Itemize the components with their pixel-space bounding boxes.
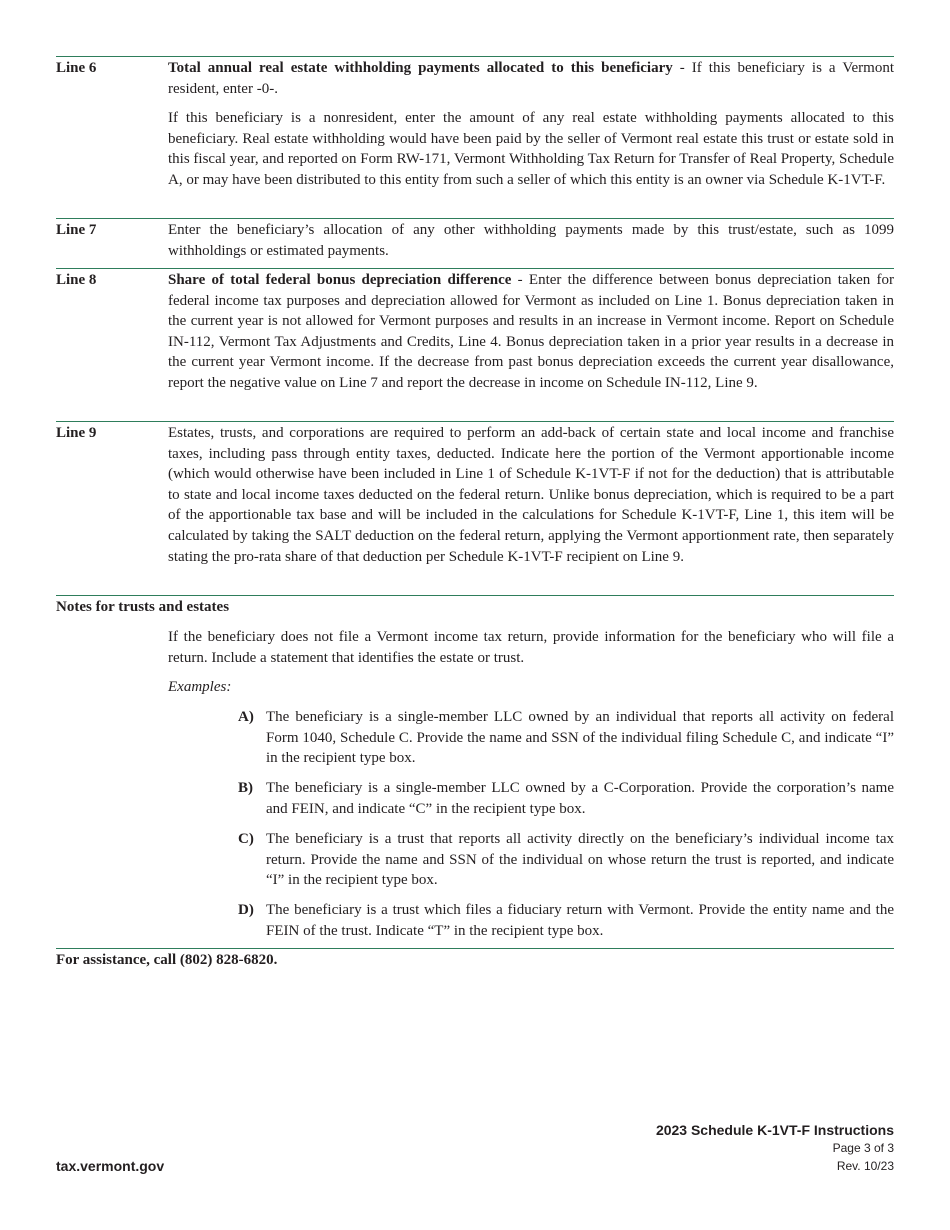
- notes-intro: If the beneficiary does not file a Vermont income tax return, provide information for the beneficiary who will file a return. Include a statement that identifies the estate or trust.: [168, 629, 894, 666]
- divider-line-7: [56, 218, 894, 219]
- line-6-paragraph-2: If this beneficiary is a nonresident, enter the amount of any real estate withholding payments allocated to this beneficiary. Real estate withholding would have been paid by the seller of Vermont real estate this trust or estate sold in this fiscal year, and reported on Form RW-171, Vermont Withholding Tax Return for Transfer of Real Property, Schedule A, or may have been distributed to this entity from such a seller of which this entity is an owner via Schedule K-1VT-F.: [168, 110, 894, 188]
- example-b-letter: B): [238, 780, 253, 796]
- line-8-paragraph: [168, 270, 894, 394]
- line-6-label: Line 6: [56, 60, 97, 76]
- line-8-text: - Enter the difference between bonus depreciation taken for federal income tax purposes and depreciation allowed for Vermont as included on Line 1. Bonus depreciation taken in the current year is not allowed for Vermont purposes and results in an increase in Vermont income. Report on Schedule IN-112, Vermont Tax Adjustments and Credits, Line 4. Bonus depreciation taken in a prior year results in a decrease in the current year Vermont income. If the decrease from past bonus depreciation exceeds the current year disallowance, report the negative value on Line 7 and report the decrease in income on Schedule IN-112, Line 9.: [168, 272, 894, 391]
- line-9-paragraph: Estates, trusts, and corporations are required to perform an add-back of certain state and local income and franchise taxes, including pass through entity taxes, deducted. Indicate here the portion of the Vermont apportionable income (which would otherwise have been included in Line 1 of Schedule K-1VT-F if not for the deduction) that is attributable to state and local income taxes deducted on the federal return. Unlike bonus depreciation, which is required to be a part of the apportionable tax base and will be included in the calculations for Schedule K-1VT-F, Line 1, this item will be calculated by taking the SALT deduction on the federal return, applying the Vermont apportionment rate, then separately stating the pro-rata share of that deduction per Schedule K-1VT-F recipient on Line 9.: [168, 425, 894, 565]
- line-8-title: Share of total federal bonus depreciation difference: [168, 272, 512, 288]
- line-7-label: Line 7: [56, 222, 97, 238]
- example-b-text: The beneficiary is a single-member LLC owned by a C-Corporation. Provide the corporation’s name and FEIN, and indicate “C” in the recipient type box.: [266, 780, 894, 817]
- footer-doc-title: 2023 Schedule K-1VT-F Instructions: [655, 1122, 894, 1138]
- notes-heading: Notes for trusts and estates: [56, 599, 230, 615]
- divider-assistance: [56, 948, 894, 949]
- divider-line-6: [56, 56, 894, 57]
- example-c-letter: C): [238, 831, 254, 847]
- line-6-paragraph-1: [168, 58, 894, 99]
- line-6-intro: - If this beneficiary is a Vermont resident, enter -0-.: [168, 60, 894, 97]
- divider-notes: [56, 595, 894, 596]
- example-c-text: The beneficiary is a trust that reports all activity directly on the beneficiary’s individual income tax return. Provide the name and SSN of the individual on whose return the trust is reported, and indicate “I” in the recipient type box.: [266, 831, 894, 889]
- line-6-title: Total annual real estate withholding payments allocated to this beneficiary: [168, 60, 673, 76]
- example-d-letter: D): [238, 902, 254, 918]
- line-8-label: Line 8: [56, 272, 97, 288]
- footer-page-number: Page 3 of 3: [832, 1141, 894, 1155]
- divider-line-8: [56, 268, 894, 269]
- footer-revision: Rev. 10/23: [836, 1159, 894, 1173]
- assistance-line: For assistance, call (802) 828-6820.: [56, 952, 278, 968]
- examples-label: Examples:: [168, 679, 232, 695]
- example-a-letter: A): [238, 709, 254, 725]
- line-7-paragraph: Enter the beneficiary’s allocation of any other withholding payments made by this trust/estate, such as 1099 withholdings or estimated payments.: [168, 222, 894, 259]
- example-d-text: The beneficiary is a trust which files a fiduciary return with Vermont. Provide the entity name and the FEIN of the trust. Indicate “T” in the recipient type box.: [266, 902, 894, 939]
- footer-website[interactable]: tax.vermont.gov: [56, 1158, 165, 1174]
- divider-line-9: [56, 421, 894, 422]
- line-9-label: Line 9: [56, 425, 97, 441]
- example-a-text: The beneficiary is a single-member LLC owned by an individual that reports all activity on federal Form 1040, Schedule C. Provide the name and SSN of the individual filing Schedule C, and indicate “I” in the recipient type box.: [266, 709, 894, 767]
